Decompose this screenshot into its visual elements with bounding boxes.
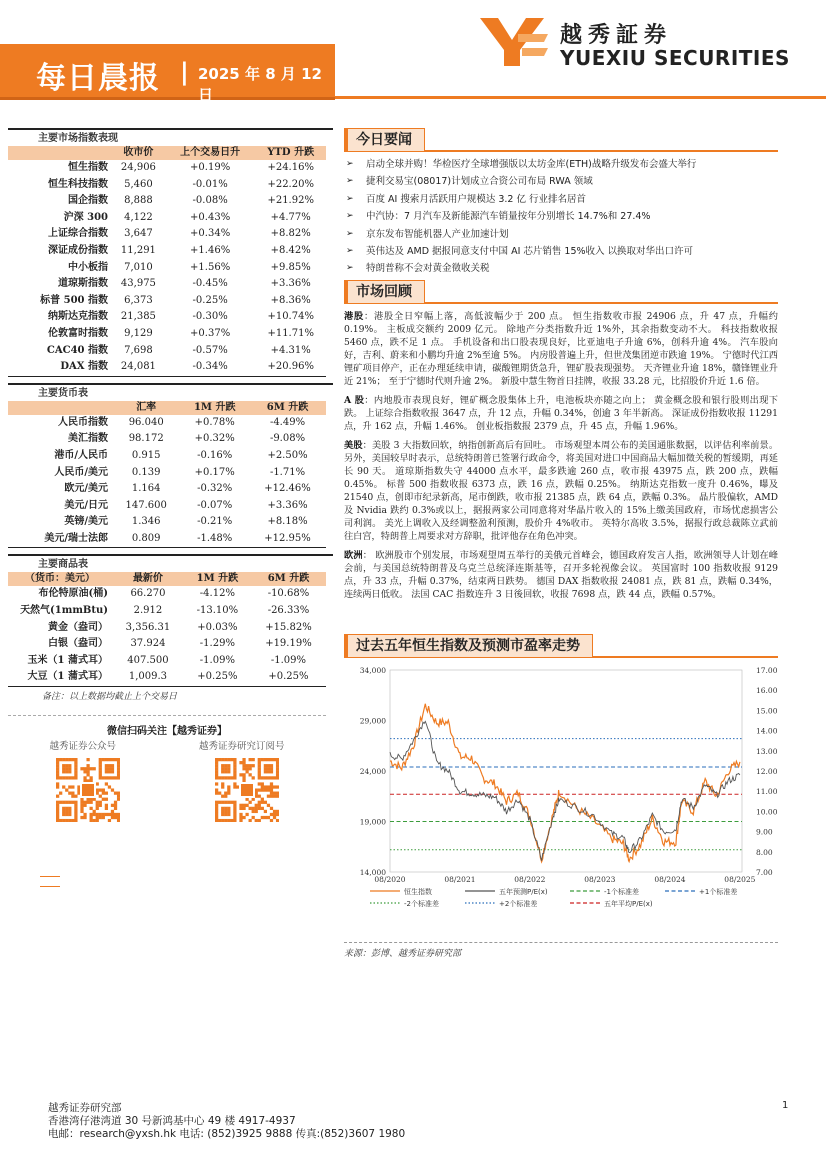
cell-value: +12.46% [264,483,311,495]
commodities-title: 主要商品表 [8,554,333,572]
cell-value: +11.71% [267,327,314,339]
today-news-section [344,128,778,278]
review-text: ： 欧洲股市个别发展，市场观望周五举行的美俄元首峰会，德国政府发言人指，欧洲领导人计划在峰会前，与美国总统特朗普及乌克兰总统泽连斯基等，召开多轮视像会议。 英国富时 100 指数收报 9129 点，升 33 点，升幅 0.37%，结束两日跌势。 德国 DAX 指数收报 24081 点，跌 81 点，跌幅 0.34%，连续两日低收。 法国 CAC 指数连升 3 日後回软，收报 7698 点，跌 44 点，跌幅 0.57%。 [344,549,779,600]
x-tick-label: 08/2023 [584,875,616,884]
cell-value: 0.809 [131,532,161,544]
cell-value: +3.36% [270,278,311,290]
review-text: ：港股全日窄幅上落，高低波幅少于 200 点。 恒生指数收市报 24906 点，升 47 点，升幅约 0.19%。 主板成交额约 2009 亿元。 除地产分类指数升近 1%外，其余指数变动不大。 科技指数收报 5460 点，跌不足 1 点。 手机设备和出口股表现良好，比亚迪电子升逾 6%，创科升逾 4%。 汽车股向好，吉利、蔚来和小鹏均升逾 2%至逾 5%。 内房股普遍上升，但世茂集团逆市跌逾 19%。 宁德时代江西锂矿项目停产，正在办理延续申请，碳酸锂期货急升，锂矿股表现强势。 天齐锂业升逾 18%，赣锋锂业升近 21%； 至于宁德时代则升逾 2%。 新股中慧生物首日挂牌，收报 33.28 元，比招股价升近 1.6 倍。 [344,310,778,387]
x-tick-label: 08/2024 [654,875,686,884]
commodities-section [8,554,333,703]
table-row [8,669,326,686]
table-row [8,326,326,343]
table-row [8,309,326,326]
cell-value: +24.16% [267,162,314,173]
review-text: ：内地股市表现良好，锂矿概念股集体上升，电池板块亦随之向上； 黄金概念股和银行股则出现下跌。 上证综合指数收报 3647 点，升 12 点，升幅 0.34%，创逾 3 年半新高。 深证成份指数收报 11291 点，升 162 点，升幅 1.46%。 创业板指数报 2379 点，升 45 点，升幅 1.96%。 [344,394,778,432]
report-date-separator: | [180,58,189,86]
cell-value: -0.45% [192,278,228,290]
cell-value: 21,385 [120,311,156,323]
cell-value: -0.25% [192,294,228,306]
y-right-tick-label: 15.00 [756,706,778,716]
row-label: 标普 500 指数 [40,294,108,306]
logo-english-name: YUEXIU SECURITIES [560,46,790,70]
left-column [8,128,333,822]
cell-value: 7,698 [124,344,153,356]
news-item[interactable]: ➢ 中汽协：7 月汽车及新能源汽车销量按年分别增长 14.7%和 27.4% [344,208,778,225]
column-header: YTD 升跌 [255,146,326,160]
plot-frame [390,670,742,872]
table-row [8,293,326,310]
review-paragraph [344,549,778,601]
today-news-title: 今日要闻 [344,128,425,152]
row-label: 人民币/美元 [54,466,108,478]
y-left-tick-label: 19,000 [359,817,386,827]
page-number: 1 [782,1100,789,1111]
review-market-label: 港股 [344,310,365,322]
row-label: CAC40 指数 [46,344,108,356]
x-tick-label: 08/2022 [514,875,546,884]
cell-value: -0.57% [192,344,228,356]
market-review-title: 市场回顾 [344,280,425,304]
series-line [390,704,740,862]
footer [48,1102,405,1140]
cell-value: +9.85% [270,261,311,273]
cell-value: +3.36% [267,499,308,511]
news-list [344,156,778,278]
column-header: 收市价 [112,146,165,160]
y-right-tick-label: 8.00 [756,847,773,857]
cell-value: 98.172 [128,433,164,445]
logo-chinese-name: 越秀証券 [560,23,673,48]
table-row [8,498,326,515]
news-item[interactable]: ➢ 京东发布智能机器人产业加速计划 [344,226,778,243]
table-row [8,620,326,637]
cell-value: -10.68% [267,588,310,600]
review-paragraph [344,439,778,543]
row-label: 伦敦富时指数 [48,327,108,339]
table-row [8,431,326,448]
y-left-tick-label: 34,000 [359,666,386,675]
cell-value: 1.164 [131,483,161,495]
row-label: 港币/人民币 [54,449,108,461]
hsi-pe-chart [344,660,784,910]
cell-value: +0.17% [194,466,235,478]
fx-table [8,401,326,549]
row-label: DAX 指数 [60,361,108,373]
cell-value: -1.29% [199,638,235,650]
cell-value: 3,356.31 [125,621,171,633]
table-row [8,603,326,620]
column-header: 1M 升跌 [180,401,249,415]
cell-value: +0.03% [197,621,238,633]
report-date: 2025 年 8 月 12 日 [198,65,322,104]
cell-value: -0.32% [197,483,233,495]
cell-value: -4.49% [269,416,306,428]
cell-value: 66.270 [130,588,166,600]
y-left-tick-label: 29,000 [359,716,386,726]
cell-value: -1.48% [197,532,233,544]
chart-source: 来源：彭博、越秀证券研究部 [344,942,778,959]
row-label: 恒生指数 [68,162,108,173]
cell-value: 96.040 [128,416,164,428]
x-tick-label: 08/2025 [724,875,756,884]
chart-section [344,634,778,658]
footer-contact: 电邮：research@yxsh.hk 电话: (852)3925 9888 传真:(852)3607 1980 [48,1127,406,1140]
cell-value: -0.01% [192,178,228,190]
row-label: 大豆（1 蒲式耳） [27,671,108,683]
cell-value: +0.34% [190,228,231,240]
row-label: 英镑/美元 [64,516,108,528]
table-row [8,210,326,227]
footer-address: 香港湾仔港湾道 30 号新鸿基中心 49 楼 4917-4937 [48,1114,296,1127]
row-label: 欧元/美元 [64,483,108,495]
cell-value: -0.07% [197,499,233,511]
cell-value: -0.08% [192,195,228,207]
review-text: ：美股 3 大指数回软，纳指创新高后有回吐。 市场观望本周公布的美国通胀数据，以评估利率前景。 另外，美国较早时表示，总统特朗普已签署行政命令，将美国对进口中国商品大幅加徵关税的暂缓期，再延长 90 天。 道琼斯指数失守 44000 点水平，最多跌逾 260 点，收市报 43975 点，跌 200 点，跌幅 0.45%。 标普 500 指数收报 6373 点，跌 16 点，跌幅 0.25%。 纳斯达克指数一度升 0.46%，曝及 21540 点，创即市纪录新高，尾市倒跌，收市报 21385 点，跌 64 点，跌幅 0.3%。 晶片股偏软，AMD 及 Nvidia 跌约 0.3%或以上，据报两家公司同意将对华晶片收入的 15%上缴美国政府，市场忧虑损害公司利润。 美光上调收入及经调整盈利预测，股价升 4%收市。 英特尔高收 3.5%，据报行政总裁陈立武前往白宫，特朗普上周要求对方辞职，批评他存在角色冲突。 [344,439,779,542]
cell-value: 5,460 [124,178,153,190]
footer-dept: 越秀证券研究部 [48,1102,122,1114]
legend-label: -2个标准差 [404,900,439,908]
column-header: （货币：美元） [8,572,112,586]
cell-value: 407.500 [127,654,169,666]
cell-value: 11,291 [120,244,156,256]
y-left-tick-label: 14,000 [359,868,386,877]
row-label: 沪深 300 [63,211,108,223]
cell-value: +0.32% [194,433,235,445]
cell-value: +21.92% [267,195,314,207]
legend-label: 五年预测P/E(x) [499,888,548,896]
cell-value: +0.78% [194,416,235,428]
y-right-tick-label: 11.00 [756,787,778,797]
column-header: 6M 升跌 [249,401,326,415]
cell-value: -1.09% [199,654,235,666]
legend-label: +1个标准差 [699,888,738,896]
cell-value: +8.18% [267,516,308,528]
review-market-label: 美股 [344,439,363,451]
cell-value: -0.30% [192,311,228,323]
decorative-dash [40,886,60,887]
column-header [8,146,112,160]
cell-value: 0.139 [131,466,161,478]
cell-value: +4.31% [270,344,311,356]
market-review-section [344,280,778,601]
cell-value: +15.82% [265,621,312,633]
cell-value: +8.42% [270,244,311,256]
cell-value: 7,010 [124,261,153,273]
row-label: 玉米（1 蒲式耳） [27,654,108,666]
table-row [8,160,326,177]
cell-value: 43,975 [120,278,156,290]
cell-value: 9,129 [124,327,153,339]
legend-label: -1个标准差 [604,888,639,896]
report-title: 每日晨报 [36,61,160,96]
table-row [8,448,326,465]
cell-value: 37.924 [130,638,166,650]
row-label: 纳斯达克指数 [48,311,108,323]
cell-value: -0.16% [197,449,233,461]
row-label: 道琼斯指数 [58,278,108,290]
cell-value: 1,009.3 [128,671,168,683]
row-label: 人民币指数 [58,416,108,428]
wechat-left-label: 越秀证券公众号 [49,741,116,753]
table-row [8,193,326,210]
review-market-label: 欧洲 [344,549,363,561]
cell-value: 2.912 [133,605,163,617]
table-row [8,481,326,498]
cell-value: -26.33% [267,605,310,617]
news-item[interactable]: ➢ 启动全球并购！华检医疗全球增强版以太坊金库(ETH)战略升级发布会盛大举行 [344,156,778,173]
table-row [8,359,326,376]
cell-value: -4.12% [199,588,235,600]
cell-value: +20.96% [267,361,314,373]
cell-value: 8,888 [124,195,153,207]
yuexiu-logo-mark-icon [478,14,550,70]
row-label: 天然气(1mmBtu) [20,605,108,617]
title-bar [0,44,335,104]
header-rule [335,96,826,99]
cell-value: 0.915 [131,449,161,461]
cell-value: 24,906 [120,162,156,173]
decorative-dash [40,876,60,877]
wechat-section [8,715,326,822]
legend-label: 五年平均P/E(x) [604,900,653,908]
data-note: 备注：以上数据均截止上个交易日 [42,692,178,703]
cell-value: 147.600 [125,499,167,511]
cell-value: 4,122 [124,211,153,223]
cell-value: -0.21% [197,516,233,528]
qr-code-icon[interactable] [56,758,120,822]
cell-value: +19.19% [265,638,312,650]
commodities-table [8,572,326,687]
series-line [390,721,740,860]
column-header: 6M 升跌 [251,572,326,586]
right-column [344,128,778,601]
cell-value: +0.43% [190,211,231,223]
y-right-tick-label: 10.00 [756,807,778,817]
table-row [8,177,326,194]
news-item[interactable]: ➢ 英伟达及 AMD 据报同意支付中国 AI 芯片销售 15%收入 以换取对华出口许可 [344,243,778,260]
x-tick-label: 08/2021 [444,875,476,884]
cell-value: +1.46% [190,244,231,256]
row-label: 国企指数 [68,195,108,207]
cell-value: +0.25% [197,671,238,683]
y-right-tick-label: 9.00 [756,827,773,837]
table-row [8,226,326,243]
cell-value: +0.25% [268,671,309,683]
table-row [8,276,326,293]
news-item[interactable]: ➢ 捷利交易宝(08017)计划成立合资公司布局 RWA 领域 [344,173,778,190]
cell-value: +10.74% [267,311,314,323]
cell-value: +2.50% [267,449,308,461]
cell-value: +0.19% [190,162,231,173]
cell-value: +22.20% [267,178,314,190]
x-tick-label: 08/2020 [374,875,406,884]
row-label: 布伦特原油(桶) [38,588,108,600]
indices-title: 主要市场指数表现 [8,128,333,146]
y-right-tick-label: 7.00 [756,868,773,877]
table-row [8,415,326,432]
table-row [8,514,326,531]
company-logo [478,14,818,70]
column-header: 最新价 [112,572,184,586]
cell-value: 6,373 [124,294,153,306]
y-right-tick-label: 16.00 [756,686,778,696]
row-label: 黄金（盎司） [48,621,108,633]
y-left-tick-label: 24,000 [359,767,386,776]
indices-table [8,146,326,377]
y-right-tick-label: 17.00 [756,666,778,675]
y-right-tick-label: 14.00 [756,726,778,736]
qr-code-icon[interactable] [215,758,279,822]
cell-value: +1.56% [190,261,231,273]
row-label: 恒生科技指数 [48,178,108,190]
report-header [0,0,826,110]
y-right-tick-label: 12.00 [756,767,778,776]
table-row [8,260,326,277]
review-market-label: A 股 [344,394,365,406]
cell-value: -0.34% [192,361,228,373]
wechat-heading: 微信扫码关注【越秀证券】 [107,726,227,738]
news-item[interactable]: ➢ 百度 AI 搜索月活跃用户规模达 3.2 亿 行业排名居首 [344,191,778,208]
fx-section [8,383,333,549]
indices-section [8,128,333,377]
column-header: 汇率 [112,401,180,415]
row-label: 中小板指 [68,261,108,273]
y-right-tick-label: 13.00 [756,746,778,756]
cell-value: +8.36% [270,294,311,306]
column-header: 上个交易日升 [165,146,256,160]
legend-label: +2个标准差 [499,900,538,908]
cell-value: +12.95% [264,532,311,544]
cell-value: +8.82% [270,228,311,240]
cell-value: 24,081 [120,361,156,373]
cell-value: 1.346 [131,516,161,528]
column-header: 1M 升跌 [184,572,251,586]
legend-label: 恒生指数 [404,888,432,896]
column-header [8,401,112,415]
cell-value: -1.09% [270,654,307,666]
table-row [8,586,326,603]
cell-value: -13.10% [196,605,239,617]
table-row [8,636,326,653]
cell-value: -1.71% [269,466,306,478]
cell-value: +4.77% [270,211,311,223]
cell-value: +0.37% [190,327,231,339]
row-label: 上证综合指数 [48,228,108,240]
row-label: 白银（盎司） [48,638,108,650]
table-row [8,343,326,360]
cell-value: 3,647 [124,228,153,240]
fx-title: 主要货币表 [8,383,333,401]
chart-section-title: 过去五年恒生指数及预测市盈率走势 [344,634,593,658]
table-row [8,465,326,482]
row-label: 美元/日元 [64,499,108,511]
cell-value: -9.08% [269,433,306,445]
wechat-right-label: 越秀证券研究订阅号 [198,741,285,753]
row-label: 美元/瑞士法郎 [44,532,108,544]
row-label: 深证成份指数 [48,244,108,256]
review-paragraph [344,310,778,388]
review-paragraph [344,394,778,433]
row-label: 美汇指数 [68,433,108,445]
table-row [8,531,326,548]
news-item[interactable]: ➢ 特朗普称不会对黄金徵收关税 [344,260,778,277]
table-row [8,653,326,670]
table-row [8,243,326,260]
